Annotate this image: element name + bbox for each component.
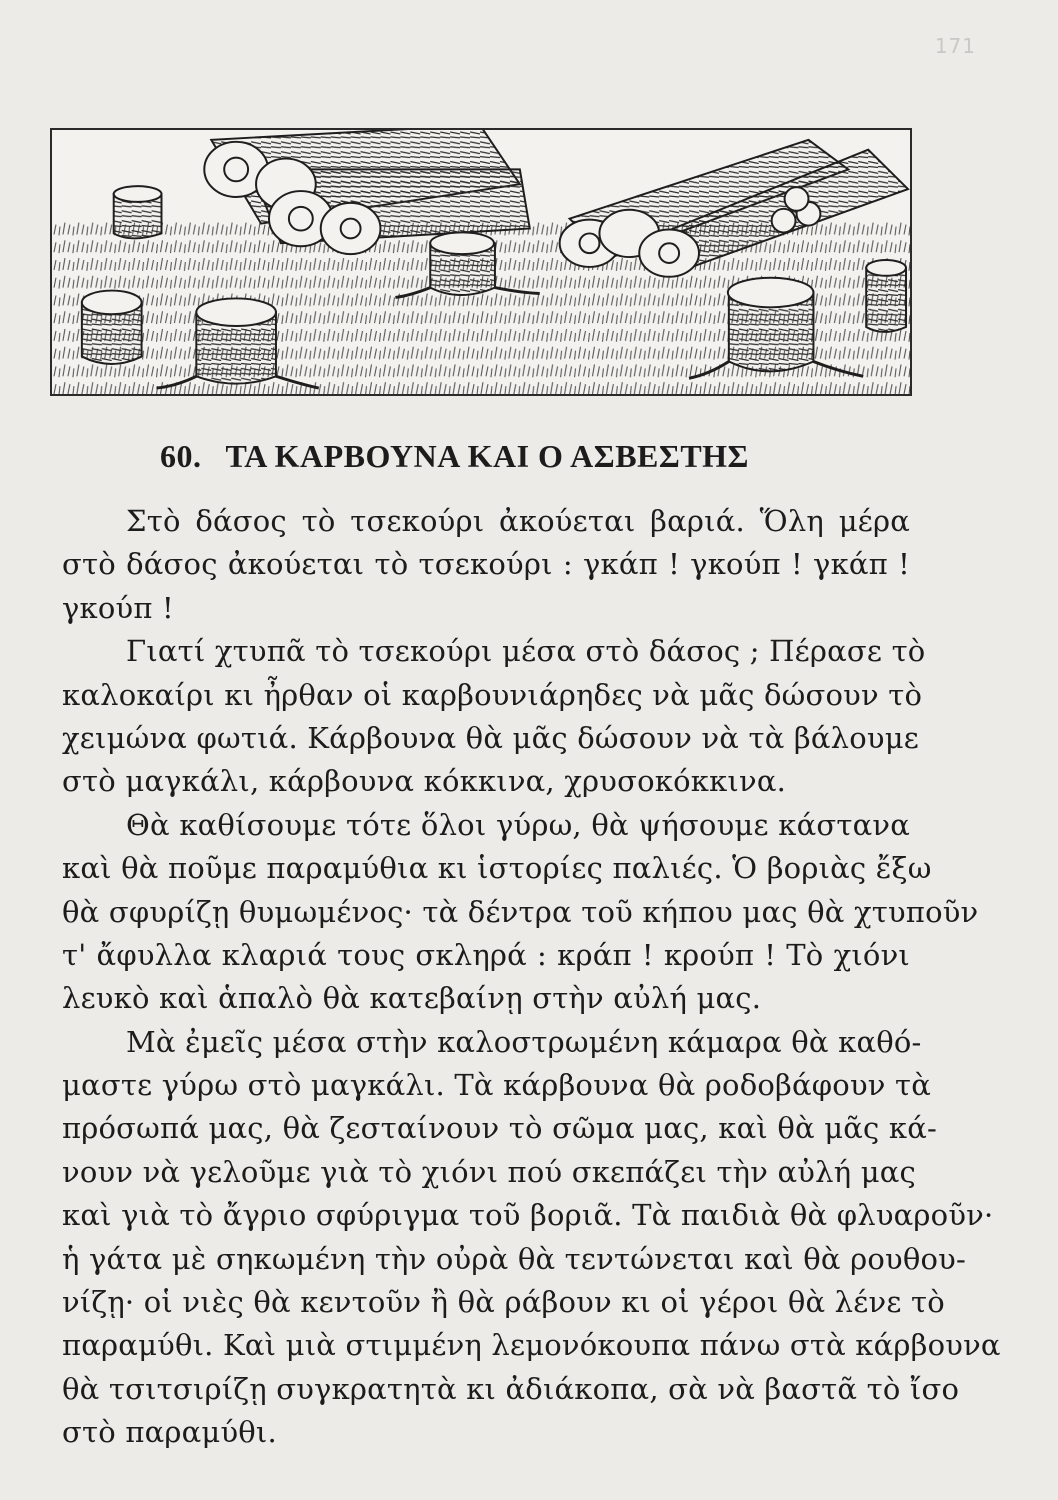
text-line: θὰ σφυρίζῃ θυμωμένος· τὰ δέντρα τοῦ κήπου μας θὰ χτυποῦν bbox=[62, 894, 979, 929]
text-line: στὸ μαγκάλι, κάρβουνα κόκκινα, χρυσοκόκκινα. bbox=[62, 764, 787, 799]
text-line: τ' ἄφυλλα κλαριά τους σκληρά : κράπ ! κρούπ ! Τὸ χιόνι bbox=[62, 937, 910, 972]
chapter-illustration bbox=[50, 128, 912, 396]
text-line: Θὰ καθίσουμε τότε ὅλοι γύρω, θὰ ψήσουμε κάστανα bbox=[126, 807, 910, 842]
text-line: καλοκαίρι κι ἦρθαν οἱ καρβουνιάρηδες νὰ μᾶς δώσουν τὸ bbox=[62, 677, 923, 712]
text-line: καὶ θὰ ποῦμε παραμύθια κι ἱστορίες παλιές. Ὁ βοριὰς ἔξω bbox=[62, 851, 932, 886]
paragraph bbox=[62, 1021, 1001, 1455]
text-line: γκούπ ! bbox=[62, 590, 174, 625]
text-line: λευκὸ καὶ ἁπαλὸ θὰ κατεβαίνῃ στὴν αὐλή μας. bbox=[62, 981, 762, 1016]
paragraph bbox=[62, 630, 926, 804]
text-line: Γιατί χτυπᾶ τὸ τσεκούρι μέσα στὸ δάσος ; Πέρασε τὸ bbox=[126, 634, 926, 669]
paragraph bbox=[62, 500, 910, 630]
text-line: νίζῃ· οἱ νιὲς θὰ κεντοῦν ἢ θὰ ράβουν κι οἱ γέροι θὰ λένε τὸ bbox=[62, 1285, 945, 1320]
text-line: ἡ γάτα μὲ σηκωμένη τὴν οὐρὰ θὰ τεντώνεται καὶ θὰ ρουθου- bbox=[62, 1241, 966, 1276]
chapter-number: 60. bbox=[160, 438, 202, 474]
body-text bbox=[62, 500, 1001, 1455]
text-line: Στὸ δάσος τὸ τσεκούρι ἀκούεται βαριά. Ὅλη μέρα bbox=[126, 504, 910, 538]
text-line: πρόσωπά μας, θὰ ζεσταίνουν τὸ σῶμα μας, καὶ θὰ μᾶς κά- bbox=[62, 1111, 938, 1146]
page-number: 171 bbox=[934, 34, 976, 58]
text-line: παραμύθι. Καὶ μιὰ στιμμένη λεμονόκουπα πάνω στὰ κάρβουνα bbox=[62, 1328, 1001, 1363]
text-line: Μὰ ἐμεῖς μέσα στὴν καλοστρωμένη κάμαρα θὰ καθό- bbox=[126, 1024, 922, 1059]
text-line: μαστε γύρω στὸ μαγκάλι. Τὰ κάρβουνα θὰ ροδοβάφουν τὰ bbox=[62, 1068, 932, 1103]
text-line: καὶ γιὰ τὸ ἄγριο σφύριγμα τοῦ βοριᾶ. Τὰ παιδιὰ θὰ φλυαροῦν· bbox=[62, 1198, 994, 1233]
chapter-title bbox=[160, 438, 900, 475]
text-line: στὸ δάσος ἀκούεται τὸ τσεκούρι : γκάπ ! γκούπ ! γκάπ ! bbox=[62, 547, 910, 582]
paragraph bbox=[62, 804, 979, 1021]
text-line: θὰ τσιτσιρίζῃ συγκρατητὰ κι ἀδιάκοπα, σὰ νὰ βαστᾶ τὸ ἴσο bbox=[62, 1371, 960, 1406]
text-line: νουν νὰ γελοῦμε γιὰ τὸ χιόνι πού σκεπάζει τὴν αὐλή μας bbox=[62, 1154, 916, 1189]
chapter-title-text: ΤΑ ΚΑΡΒΟΥΝΑ ΚΑΙ Ο ΑΣΒΕΣΤΗΣ bbox=[225, 438, 749, 474]
stumps-and-logs-drawing bbox=[52, 130, 910, 394]
text-line: στὸ παραμύθι. bbox=[62, 1415, 277, 1450]
text-line: χειμώνα φωτιά. Κάρβουνα θὰ μᾶς δώσουν νὰ τὰ βάλουμε bbox=[62, 720, 920, 755]
